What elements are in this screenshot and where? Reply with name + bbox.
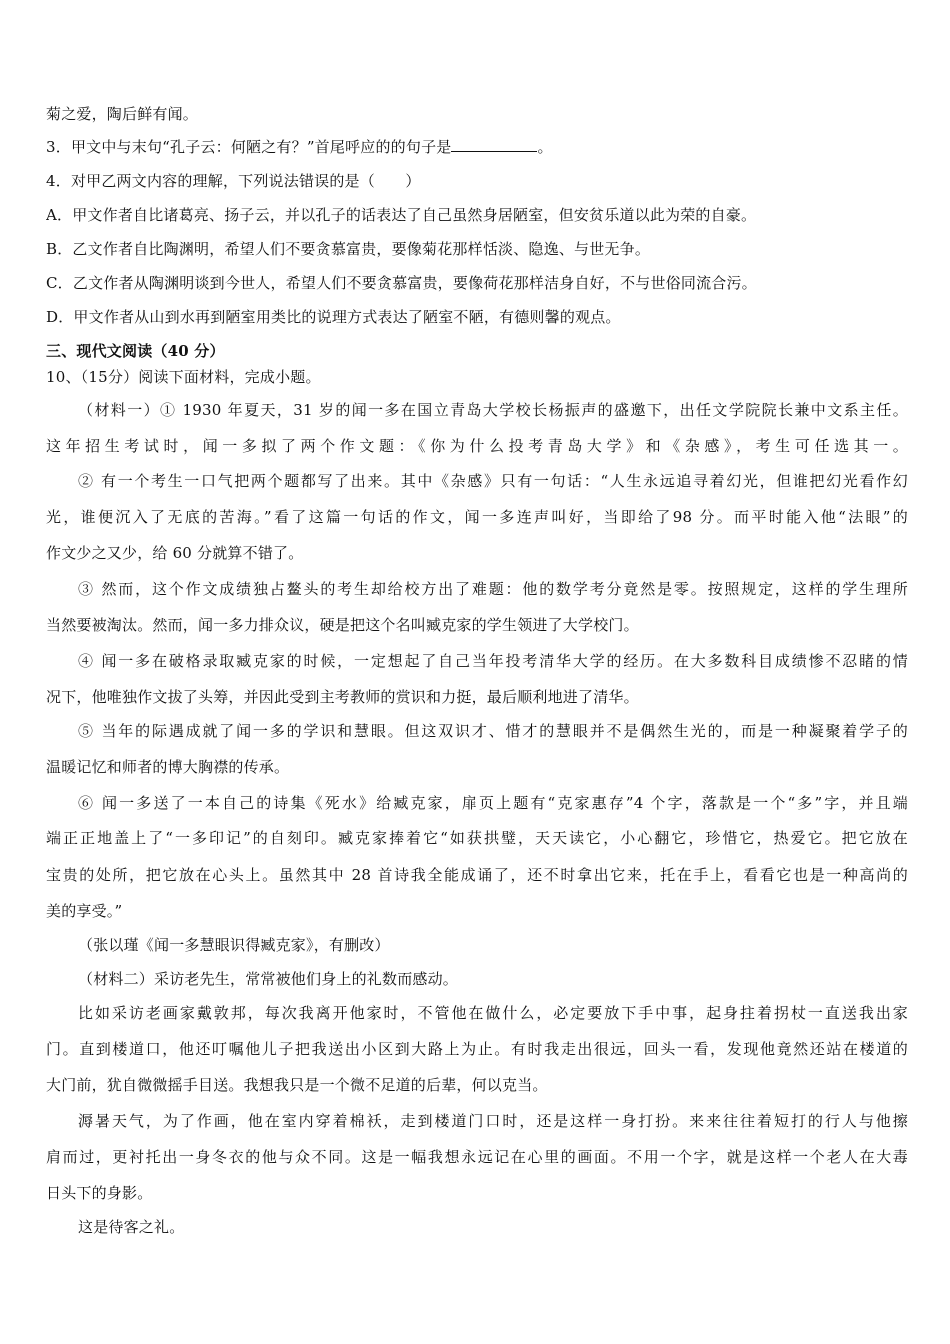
option-c: C．乙文作者从陶渊明谈到今世人，希望人们不要贪慕富贵，要像荷花那样洁身自好，不与世俗同流合污。 — [46, 274, 757, 292]
question-10: 10、（15分）阅读下面材料，完成小题。 — [46, 368, 321, 386]
passage-line: 况下，他唯独作文拔了头筹，并因此受到主考教师的赏识和力挺，最后顺利地进了清华。 — [46, 688, 639, 706]
passage-line: 这年招生考试时，闻一多拟了两个作文题：《你为什么投考青岛大学》和《杂感》，考生可任选其一。 — [46, 437, 908, 455]
passage-line: ⑥ 闻一多送了一本自己的诗集《死水》给臧克家，扉页上题有“克家惠存”4 个字，落款是一个“多”字，并且端 — [78, 794, 908, 812]
passage-line: 肩而过，更衬托出一身冬衣的他与众不同。这是一幅我想永远记在心里的画面。不用一个字，就是这样一个老人在大毒 — [46, 1148, 908, 1166]
passage-line: 作文少之又少，给 60 分就算不错了。 — [46, 544, 304, 562]
preface-line: 菊之爱，陶后鲜有闻。 — [46, 105, 199, 123]
option-d: D．甲文作者从山到水再到陋室用类比的说理方式表达了陋室不陋，有德则馨的观点。 — [46, 308, 621, 326]
passage-line: 宝贵的处所，把它放在心头上。虽然其中 28 首诗我全能成诵了，还不时拿出它来，托在手上，看看它也是一种高尚的 — [46, 866, 908, 884]
passage-line: ④ 闻一多在破格录取臧克家的时候，一定想起了自己当年投考清华大学的经历。在大多数科目成绩惨不忍睹的情 — [78, 652, 908, 670]
passage-line: （材料二）采访老先生，常常被他们身上的礼数而感动。 — [78, 970, 459, 988]
passage-line: 温暖记忆和师者的博大胸襟的传承。 — [46, 758, 290, 776]
question-3-text: 3．甲文中与末句“孔子云：何陋之有？”首尾呼应的的句子是 — [46, 138, 452, 156]
question-4-stem: 4．对甲乙两文内容的理解，下列说法错误的是（ ） — [46, 172, 421, 190]
answer-blank[interactable] — [451, 137, 537, 152]
passage-line: 光，谁便沉入了无底的苦海。”看了这篇一句话的作文，闻一多连声叫好，当即给了98 分。而平时能入他“法眼”的 — [46, 508, 908, 526]
option-b: B．乙文作者自比陶渊明，希望人们不要贪慕富贵，要像菊花那样恬淡、隐逸、与世无争。 — [46, 240, 651, 258]
passage-line: 这是待客之礼。 — [78, 1218, 185, 1236]
passage-line: （材料一）① 1930 年夏天，31 岁的闻一多在国立青岛大学校长杨振声的盛邀下，出任文学院院长兼中文系主任。 — [78, 401, 908, 419]
question-3-end: 。 — [537, 138, 553, 156]
passage-source: （张以瑾《闻一多慧眼识得臧克家》，有删改） — [78, 936, 390, 954]
passage-line: 当然要被淘汰。然而，闻一多力排众议，硬是把这个名叫臧克家的学生领进了大学校门。 — [46, 616, 639, 634]
passage-line: 溽暑天气，为了作画，他在室内穿着棉袄，走到楼道门口时，还是这样一身打扮。来来往往着短打的行人与他擦 — [78, 1112, 908, 1130]
passage-line: 端正正地盖上了“一多印记”的自刻印。臧克家捧着它“如获拱璧，天天读它，小心翻它，珍惜它，热爱它。把它放在 — [46, 829, 908, 847]
section-heading: 三、现代文阅读（40 分） — [46, 342, 225, 360]
passage-line: 日头下的身影。 — [46, 1184, 153, 1202]
passage-line: 门。直到楼道口，他还叮嘱他儿子把我送出小区到大路上为止。有时我走出很远，回头一看，发现他竟然还站在楼道的 — [46, 1040, 908, 1058]
passage-line: ⑤ 当年的际遇成就了闻一多的学识和慧眼。但这双识才、惜才的慧眼并不是偶然生光的，而是一种凝聚着学子的 — [78, 722, 908, 740]
passage-line: 大门前，犹自微微摇手目送。我想我只是一个微不足道的后辈，何以克当。 — [46, 1076, 548, 1094]
passage-line: ② 有一个考生一口气把两个题都写了出来。其中《杂感》只有一句话：“人生永远追寻着幻光，但谁把幻光看作幻 — [78, 472, 908, 490]
passage-line: ③ 然而，这个作文成绩独占鳌头的考生却给校方出了难题：他的数学考分竟然是零。按照规定，这样的学生理所 — [78, 580, 908, 598]
question-3 — [46, 137, 908, 157]
passage-line: 比如采访老画家戴敦邦，每次我离开他家时，不管他在做什么，必定要放下手中事，起身拄着拐杖一直送我出家 — [78, 1004, 908, 1022]
option-a: A．甲文作者自比诸葛亮、扬子云，并以孔子的话表达了自己虽然身居陋室，但安贫乐道以此为荣的自豪。 — [46, 206, 757, 224]
passage-line: 美的享受。” — [46, 902, 123, 920]
